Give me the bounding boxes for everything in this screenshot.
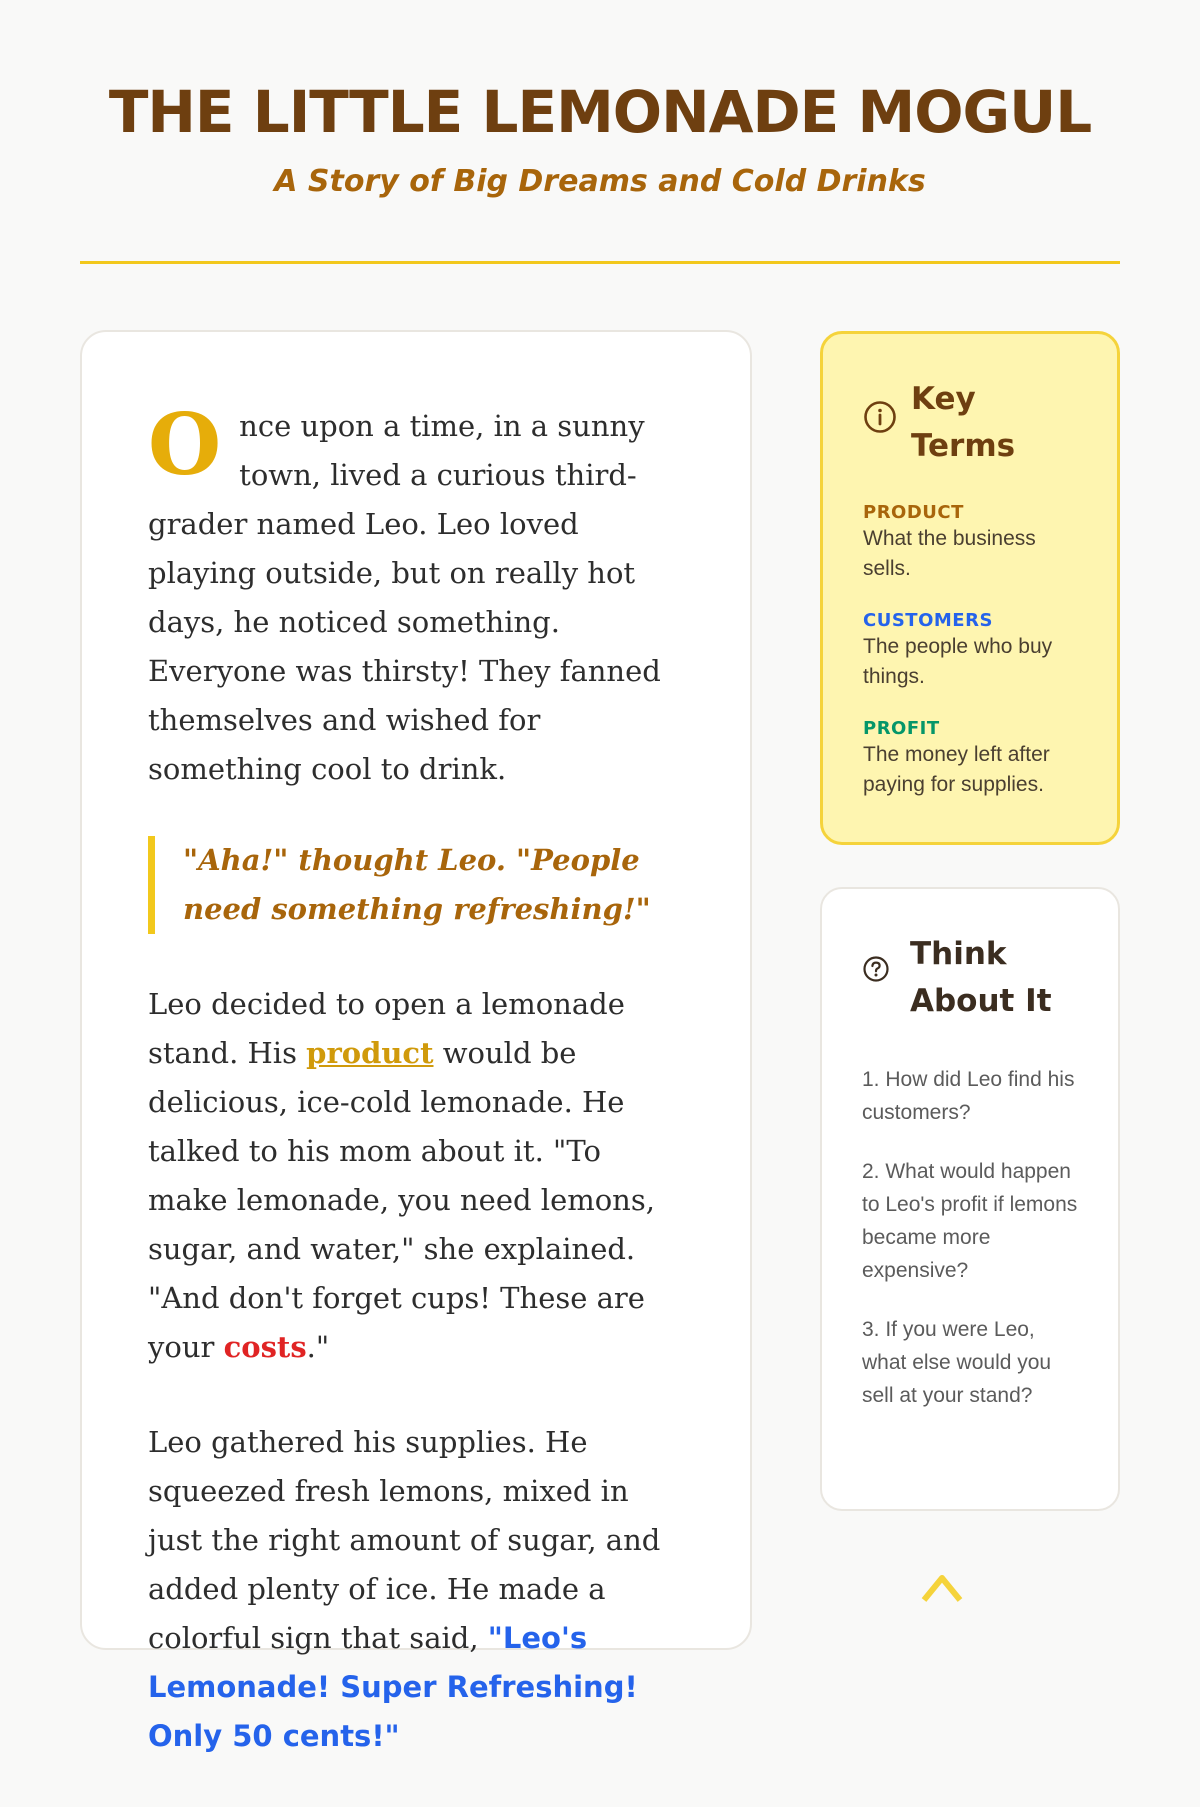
term-link-product[interactable]: product bbox=[306, 1036, 434, 1070]
lemon-icon bbox=[918, 1568, 966, 1600]
key-terms-title: Key Terms bbox=[911, 381, 1016, 464]
question-list bbox=[862, 1063, 1078, 1412]
story-quote: "Aha!" thought Leo. "People need something refreshing!" bbox=[148, 836, 688, 934]
term-highlight-costs: costs bbox=[223, 1330, 307, 1364]
question-icon bbox=[862, 955, 890, 983]
term-label: CUSTOMERS bbox=[863, 610, 993, 631]
page-title: THE LITTLE LEMONADE MOGUL bbox=[108, 78, 1092, 146]
term-item-profit bbox=[863, 718, 1077, 800]
term-definition: What the business sells. bbox=[863, 527, 1036, 580]
paragraph-text: Leo decided to open a lemonade stand. His bbox=[148, 987, 625, 1070]
story-paragraph-2 bbox=[148, 980, 688, 1372]
paragraph-text: ." bbox=[306, 1330, 330, 1364]
think-header bbox=[862, 931, 1078, 1025]
question-item: 3. If you were Leo, what else would you sell at your stand? bbox=[862, 1318, 1052, 1407]
info-icon bbox=[863, 400, 897, 434]
term-definition: The money left after paying for supplies. bbox=[863, 743, 1050, 796]
story-body bbox=[148, 395, 688, 1807]
term-label: PROFIT bbox=[863, 718, 940, 739]
story-card bbox=[80, 330, 752, 1753]
think-about-it-card bbox=[820, 887, 1120, 1511]
sign-text: "Leo's Lemonade! Super Refreshing! Only 50 cents!" bbox=[148, 1621, 638, 1753]
question-item: 2. What would happen to Leo's profit if lemons became more expensive? bbox=[862, 1160, 1078, 1282]
think-title: Think About It bbox=[910, 936, 1052, 1019]
key-terms-card bbox=[820, 331, 1120, 845]
page-header bbox=[80, 0, 1120, 264]
key-terms-header bbox=[863, 376, 1077, 470]
term-item-product bbox=[863, 502, 1077, 584]
term-label: PRODUCT bbox=[863, 502, 964, 523]
story-paragraph-1 bbox=[148, 395, 688, 794]
story-paragraph-3 bbox=[148, 1418, 688, 1761]
term-definition: The people who buy things. bbox=[863, 635, 1053, 688]
question-item: 1. How did Leo find his customers? bbox=[862, 1068, 1075, 1124]
term-item-customers bbox=[863, 610, 1077, 692]
paragraph-text: nce upon a time, in a sunny town, lived a curious third-grader named Leo. Leo loved playing outside, but on really hot days, he noticed something. Everyone was thirsty! They fanned themselves and wished for something cool to drink. bbox=[148, 409, 661, 786]
paragraph-text: Leo gathered his supplies. He squeezed fresh lemons, mixed in just the right amount of sugar, and added plenty of ice. He made a colorful sign that said, bbox=[148, 1425, 661, 1655]
drop-cap: O bbox=[148, 395, 222, 494]
page-subtitle: A Story of Big Dreams and Cold Drinks bbox=[274, 164, 926, 199]
key-terms-list bbox=[863, 502, 1077, 800]
paragraph-text: would be delicious, ice-cold lemonade. He talked to his mom about it. "To make lemonade, you need lemons, sugar, and water," she explained. "And don't forget cups! These are your bbox=[148, 1036, 655, 1364]
